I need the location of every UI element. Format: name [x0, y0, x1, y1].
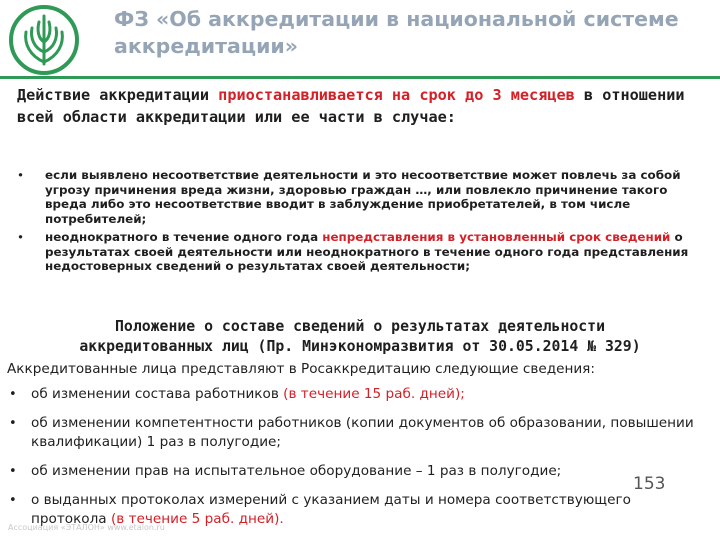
bullet-dot-icon: • [9, 416, 17, 431]
list-item [9, 462, 709, 481]
intro-text: Аккредитованные лица представляют в Росаккредитацию следующие сведения: [7, 361, 595, 377]
list-item-highlight: непредставления в установленный срок сведений [322, 230, 671, 244]
list-item-text: если выявлено несоответствие деятельности и это несоответствие может повлечь за собой угрозу причинения вреда жизни, здоровью граждан …, или повлекло причинение такого вреда либо это несоответствие вводит в заблуждение приобретателей, в том числе потребителей; [45, 168, 681, 226]
list-item [9, 385, 709, 404]
accreditation-logo-icon [8, 4, 80, 76]
list-item [17, 168, 703, 226]
list-item-text [45, 230, 703, 274]
list-item-text-pre: об изменении состава работников [31, 386, 284, 402]
lead-rest: в отношении всей области аккредитации или ее части в случае: [17, 86, 685, 126]
suspension-conditions-list [17, 168, 703, 278]
subtitle-line-1: Положение о составе сведений о результатах деятельности [115, 318, 605, 335]
list-item-text: об изменении компетентности работников (копии документов об образовании, повышении квалификации) 1 раз в полугодие; [31, 415, 694, 450]
suspension-lead-paragraph [17, 84, 707, 128]
bullet-dot-icon: • [9, 493, 17, 508]
list-item-highlight: (в течение 5 раб. дней). [110, 511, 284, 527]
title-line-1: ФЗ «Об аккредитации в национальной системе [114, 7, 679, 31]
bullet-dot-icon: • [17, 168, 25, 182]
list-item-highlight: (в течение 15 раб. дней); [283, 386, 465, 402]
list-item-text [31, 385, 709, 404]
list-item-text-post: о результатах своей деятельности или неоднократного в течение одного года представления недостоверных сведений о результатах своей деятельности; [45, 230, 689, 273]
footer-watermark: Ассоциация «ЭТАЛОН» www.etalon.ru [8, 523, 165, 532]
list-item-text: об изменении прав на испытательное оборудование – 1 раз в полугодие; [31, 463, 562, 479]
list-item-text-pre: неоднократного в течение одного года [45, 230, 323, 244]
page-title [114, 6, 704, 60]
title-divider [0, 76, 720, 79]
list-item [9, 414, 709, 452]
reporting-items-list [9, 385, 709, 539]
page-number: 153 [633, 474, 666, 494]
subtitle-line-2: аккредитованных лиц (Пр. Минэкономразвития от 30.05.2014 № 329) [79, 338, 641, 355]
list-item-text-pre: о выданных протоколах измерений с указанием даты и номера соответствующего протокола [31, 492, 631, 527]
lead-text: Действие аккредитации [17, 86, 219, 104]
title-line-2: аккредитации» [114, 34, 299, 58]
bullet-dot-icon: • [9, 387, 17, 402]
list-item [17, 230, 703, 274]
bullet-dot-icon: • [9, 464, 17, 479]
lead-highlight: приостанавливается на срок до 3 месяцев [218, 86, 575, 104]
bullet-dot-icon: • [17, 230, 25, 244]
regulation-subtitle [10, 317, 710, 357]
